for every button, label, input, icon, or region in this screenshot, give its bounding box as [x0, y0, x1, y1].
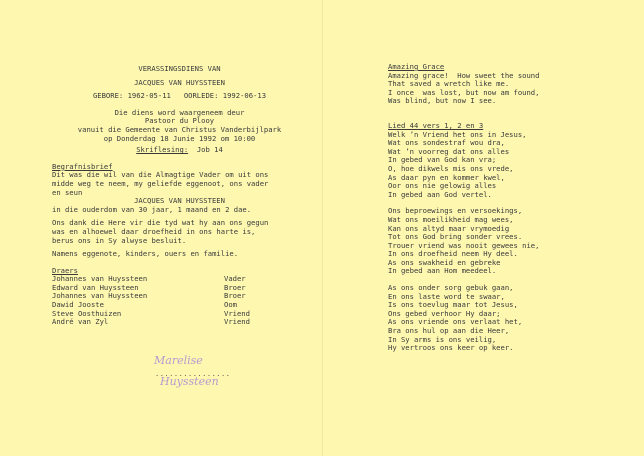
stanza2-line: Kan ons altyd maar vrymoedig	[388, 223, 510, 233]
funeral-name: JACQUES VAN HUYSSTEEN	[134, 196, 225, 206]
song1-line: Amazing grace! How sweet the sound	[388, 70, 540, 80]
song1-line: I once was lost, but now am found,	[388, 87, 540, 97]
bearer-name: Steve Oosthuizen	[52, 308, 122, 318]
bearer-row	[52, 318, 307, 327]
stanza2-line: Wat ons moeilikheid mag wees,	[388, 214, 514, 224]
service-line-3: vanuit die Gemeente van Christus Vanderbijlpark	[77, 124, 282, 134]
stanza3-line: As ons vriende ons verlaat het,	[388, 317, 523, 327]
thanks-2: was en alhoewel daar droefheid in ons harte is,	[52, 226, 256, 236]
stanza3-line: In Sy arms is ons veilig,	[388, 334, 497, 344]
service-line-1: Die diens word waargeneem deur	[114, 107, 245, 117]
stanza2-line: Ons beproewings en versoekings,	[388, 206, 523, 216]
bearer-relation: Broer	[224, 282, 246, 292]
song1-line: Was blind, but now I see.	[388, 96, 497, 106]
stanza1-line: Wat ons sondestraf wou dra,	[388, 138, 505, 148]
signature-line-2: Huyssteen	[160, 375, 219, 388]
stanza1-line: Wat ’n voorreg dat ons alles	[388, 146, 510, 156]
stanza2-line: Tot ons God bring sonder vrees.	[388, 232, 523, 242]
thanks-3: berus ons in Sy alwyse besluit.	[52, 235, 187, 245]
right-panel	[388, 63, 603, 353]
stanza3-line: Ons gebed verhoor Hy daar;	[388, 308, 501, 318]
bearer-name: Dawid Jooste	[52, 300, 104, 310]
stanza2-line: As ons swakheid en gebreke	[388, 257, 501, 267]
bearer-relation: Vriend	[224, 308, 250, 318]
names-line: Namens eggenote, kinders, ouers en familie.	[52, 249, 239, 259]
bearers-title: Draers	[52, 265, 78, 275]
stanza1-line: O, hoe dikwels mis ons vrede,	[388, 163, 514, 173]
scripture-value: Job 14	[196, 145, 223, 155]
funeral-letter-title: Begrafnisbrief	[52, 161, 113, 171]
bearer-name: Edward van Huyssteen	[52, 282, 139, 292]
stanza1-line: In gebed aan God vertel.	[388, 189, 492, 199]
stanza3-line: Bra ons hul op aan die Heer,	[388, 326, 510, 336]
stanza3-line: Hy vertroos ons keer op keer.	[388, 343, 514, 353]
stanza3-line: En ons laste word te swaar,	[388, 291, 505, 301]
stanza2-line: In gebed aan Hom meedeel.	[388, 266, 497, 276]
bearer-name: Johannes van Huyssteen	[52, 274, 148, 284]
life-dates: GEBORE: 1962-05-11 OORLEDE: 1992-06-13	[92, 91, 267, 101]
bearer-name: Johannes van Huyssteen	[52, 291, 148, 301]
song2-title: Lied 44 vers 1, 2 en 3	[388, 120, 484, 130]
signature-line-1: Marelise	[154, 354, 203, 367]
service-line-4: op Donderdag 18 Junie 1992 om 10:00	[103, 133, 256, 143]
funeral-text-2: midde weg te neem, my geliefde eggenoot, ons vader	[52, 178, 269, 188]
song1-line: That saved a wretch like me.	[388, 79, 510, 89]
bearer-relation: Broer	[224, 291, 246, 301]
scripture-label: Skriflesing:	[136, 145, 189, 155]
stanza2-line: In ons droefheid neem Hy deel.	[388, 249, 518, 259]
left-panel	[52, 65, 307, 327]
page-fold	[322, 0, 323, 456]
funeral-text-3: en seun	[52, 187, 83, 197]
scripture-reading	[52, 146, 307, 155]
funeral-age: in die ouderdom van 30 jaar, 1 maand en 2 dae.	[52, 204, 252, 214]
thanks-1: Ons dank die Here vir die tyd wat hy aan ons gegun	[52, 218, 269, 228]
signature-dots: ................	[155, 370, 231, 378]
stanza3-line: As ons onder sorg gebuk gaan,	[388, 283, 514, 293]
deceased-name: JACQUES VAN HUYSSTEEN	[134, 77, 225, 87]
heading: VERASSINGSDIENS VAN	[138, 64, 221, 73]
stanza1-line: As daar pyn en kommer kwel,	[388, 172, 505, 182]
song1-title: Amazing Grace	[388, 62, 445, 71]
stanza1-line: Oor ons nie gelowig alles	[388, 181, 497, 191]
bearer-relation: Vader	[224, 274, 246, 284]
stanza2-line: Trouer vriend was nooit gewees nie,	[388, 240, 540, 250]
bearer-relation: Vriend	[224, 317, 250, 327]
stanza1-line: In gebed van God kan vra;	[388, 155, 497, 165]
bearer-relation: Oom	[224, 300, 237, 310]
funeral-text-1: Dit was die wil van die Almagtige Vader om uit ons	[52, 170, 269, 180]
bearer-name: André van Zyl	[52, 317, 109, 327]
stanza3-line: Is ons toevlug maar tot Jesus,	[388, 300, 518, 310]
stanza1-line: Welk ’n Vriend het ons in Jesus,	[388, 129, 527, 139]
service-line-2: Pastoor du Plooy	[144, 116, 215, 126]
